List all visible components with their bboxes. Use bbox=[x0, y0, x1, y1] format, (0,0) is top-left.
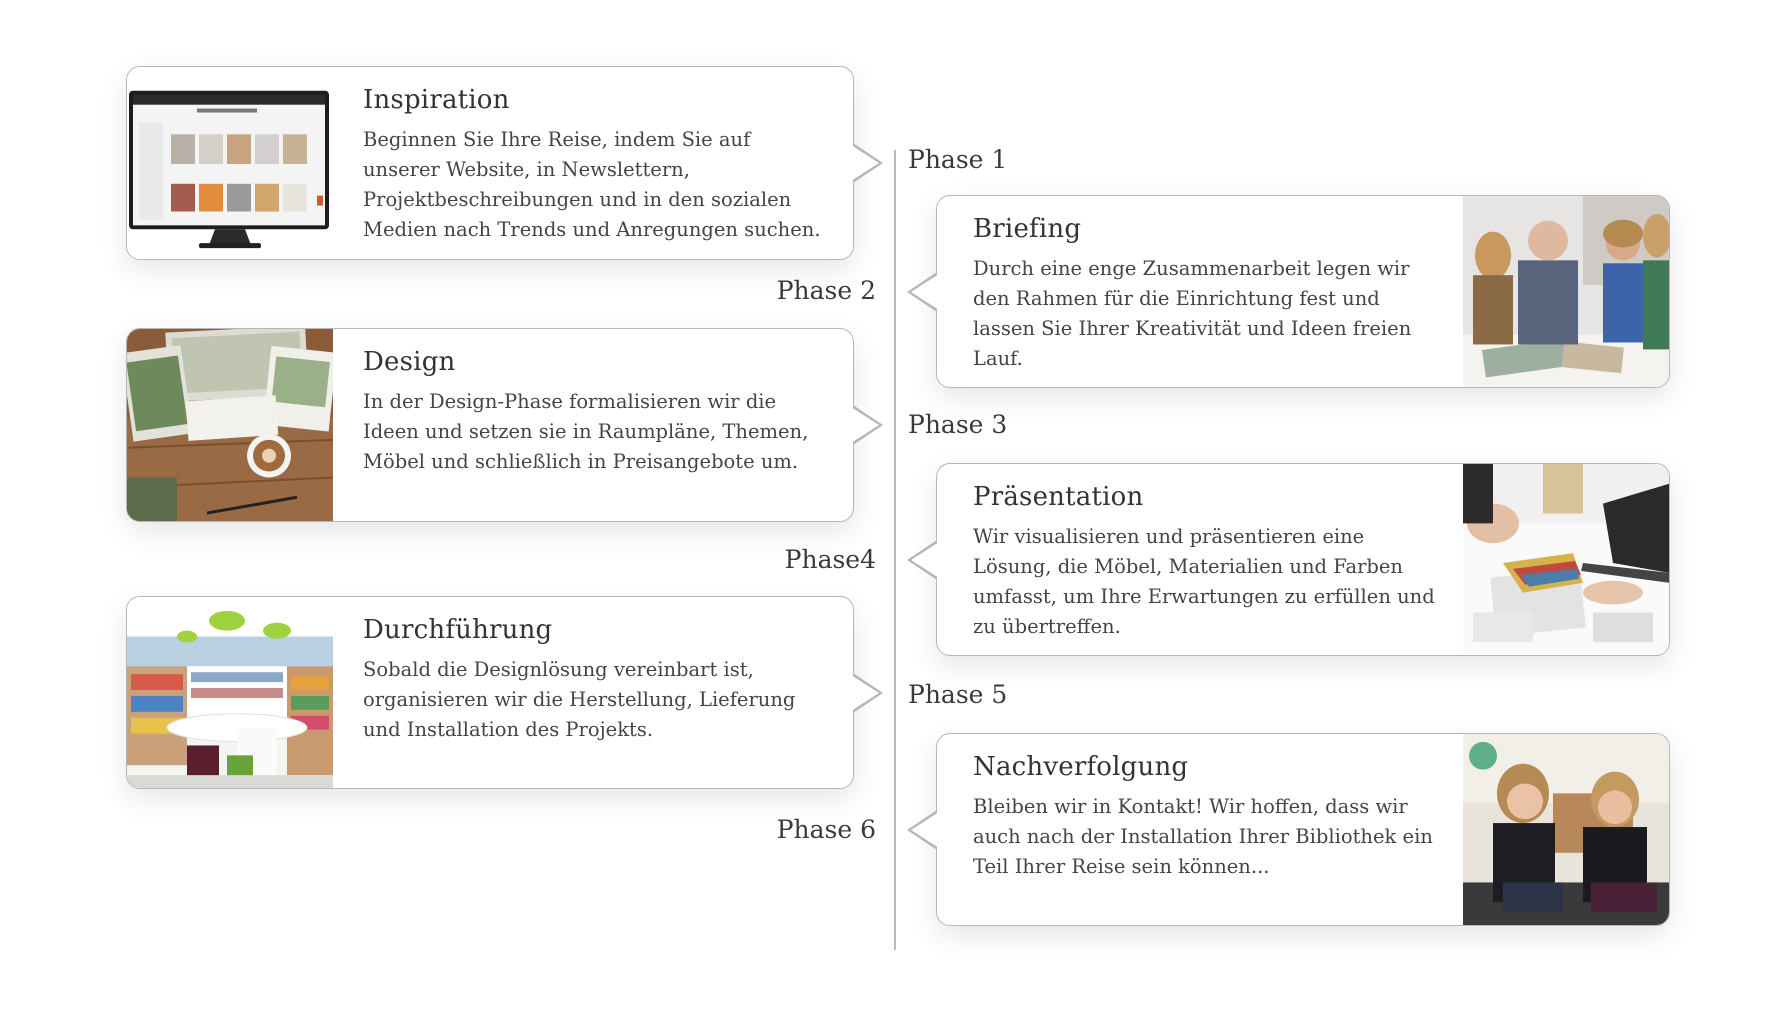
phase-title: Nachverfolgung bbox=[973, 752, 1189, 782]
phase-description: Beginnen Sie Ihre Reise, indem Sie auf unserer Website, in Newslettern, Projektbeschreibungen und in den sozialen Medien nach Trends und Anregungen suchen. bbox=[363, 128, 821, 241]
phase-title: Präsentation bbox=[973, 482, 1144, 512]
phase-label-2: Phase 2 bbox=[776, 276, 876, 305]
phase-card-followup bbox=[936, 733, 1670, 926]
presentation-samples-image bbox=[1463, 464, 1669, 655]
phase-description: Bleiben wir in Kontakt! Wir hoffen, dass wir auch nach der Installation Ihrer Bibliothek ein Teil Ihrer Reise sein können... bbox=[973, 795, 1433, 878]
phase-label-1: Phase 1 bbox=[908, 145, 1008, 174]
design-collage-image bbox=[127, 329, 333, 521]
team-portrait-image bbox=[1463, 734, 1669, 925]
phase-label-5: Phase 5 bbox=[908, 680, 1008, 709]
phase-label-3: Phase 3 bbox=[908, 410, 1008, 439]
website-monitor-image bbox=[127, 67, 333, 259]
phase-title: Design bbox=[363, 347, 456, 377]
pointer-arrow bbox=[907, 540, 937, 580]
phase-title: Briefing bbox=[973, 214, 1082, 244]
phase-card-inspiration bbox=[126, 66, 854, 260]
team-meeting-image bbox=[1463, 196, 1669, 387]
pointer-arrow bbox=[853, 405, 883, 445]
phase-title: Inspiration bbox=[363, 85, 510, 115]
phase-card-briefing bbox=[936, 195, 1670, 388]
pointer-arrow bbox=[853, 673, 883, 713]
phase-title: Durchführung bbox=[363, 615, 553, 645]
phase-description: Wir visualisieren und präsentieren eine Lösung, die Möbel, Materialien und Farben umfasst, um Ihre Erwartungen zu erfüllen und zu übertreffen. bbox=[973, 525, 1435, 638]
phase-label-4: Phase4 bbox=[784, 545, 876, 574]
phase-card-execution bbox=[126, 596, 854, 789]
phase-card-design bbox=[126, 328, 854, 522]
phase-description: Durch eine enge Zusammenarbeit legen wir den Rahmen für die Einrichtung fest und lassen Sie Ihrer Kreativität und Ideen freien Lauf. bbox=[973, 257, 1412, 370]
phase-description: Sobald die Designlösung vereinbart ist, organisieren wir die Herstellung, Lieferung und Installation des Projekts. bbox=[363, 658, 796, 741]
phase-card-presentation bbox=[936, 463, 1670, 656]
pointer-arrow bbox=[907, 810, 937, 850]
timeline-line bbox=[894, 150, 896, 950]
phase-label-6: Phase 6 bbox=[776, 815, 876, 844]
pointer-arrow bbox=[853, 143, 883, 183]
pointer-arrow bbox=[907, 272, 937, 312]
library-interior-image bbox=[127, 597, 333, 788]
phase-description: In der Design-Phase formalisieren wir die Ideen und setzen sie in Raumpläne, Themen, Möbel und schließlich in Preisangebote um. bbox=[363, 390, 809, 473]
